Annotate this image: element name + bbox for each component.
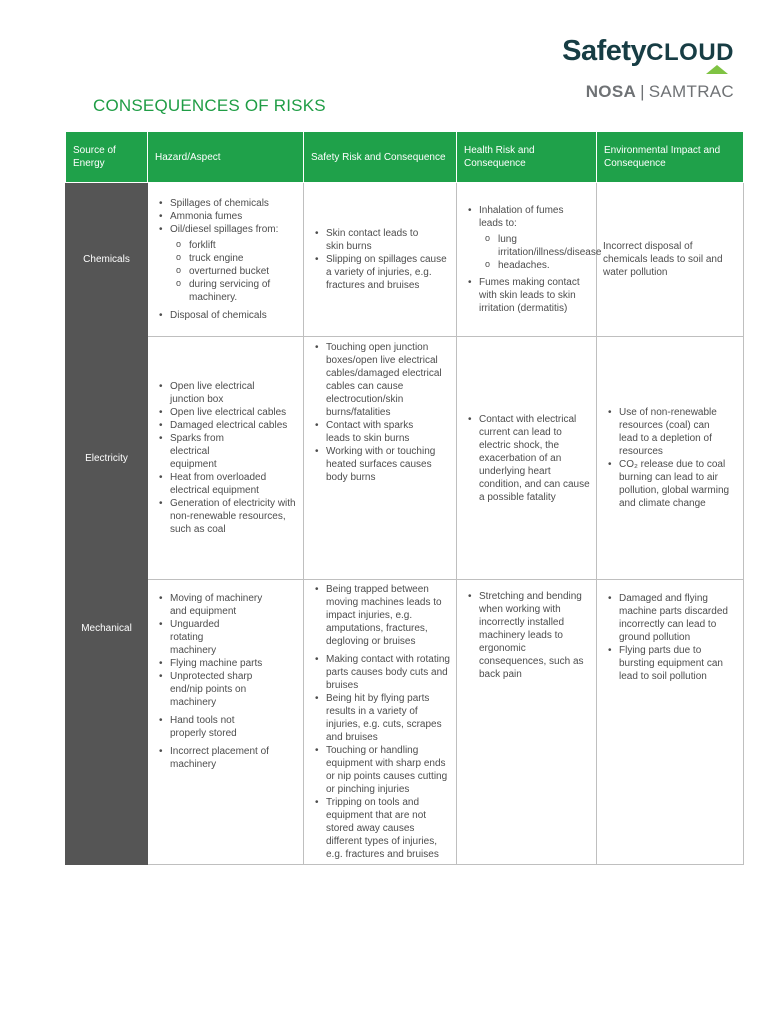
environment-cell bbox=[597, 337, 744, 580]
logo-partners: NOSA | SAMTRAC bbox=[585, 82, 734, 101]
list-item: • Inhalation of fumes leads to: o lung irritation/illness/disease o headaches. bbox=[479, 204, 590, 272]
list-item: • Making contact with rotating parts causes body cuts and bruises bbox=[326, 653, 450, 692]
list-item: • Generation of electricity with non-renewable resources, such as coal bbox=[170, 497, 297, 536]
list-item: • Ammonia fumes bbox=[170, 210, 297, 223]
logo-wordmark: SafetyCLOUD bbox=[562, 35, 734, 67]
list-item: • Touching open junction boxes/open live electrical cables/damaged electrical cables can cause electrocution/skin burns/fatalities bbox=[326, 341, 450, 419]
list-item: • Contact with sparks leads to skin burns bbox=[326, 419, 422, 445]
list-item: • Skin contact leads to skin burns bbox=[326, 227, 422, 253]
list-item: • Being hit by flying parts results in a variety of injuries, e.g. cuts, scrapes and bruises bbox=[326, 692, 450, 744]
list-item: • Heat from overloaded electrical equipment bbox=[170, 471, 274, 497]
header-safety: Safety Risk and Consequence bbox=[304, 132, 457, 183]
list-item: • Open live electrical cables bbox=[170, 406, 297, 419]
list-item: • Stretching and bending when working with incorrectly installed machinery leads to ergonomic consequences, such as back pain bbox=[479, 590, 590, 681]
consequences-table bbox=[65, 131, 744, 865]
sub-list-item: o lung irritation/illness/disease bbox=[498, 233, 590, 259]
safety-cell bbox=[304, 337, 457, 580]
list-item: • Damaged electrical cables bbox=[170, 419, 297, 432]
sub-list-item: o headaches. bbox=[498, 259, 590, 272]
list-item: • Flying parts due to bursting equipment can lead to soil pollution bbox=[619, 644, 737, 683]
list-item: • Hand tools not properly stored bbox=[170, 714, 254, 740]
list-item: • Touching or handling equipment with sharp ends or nip points causes cutting or pinching injuries bbox=[326, 744, 450, 796]
list-item: • Fumes making contact with skin leads to skin irritation (dermatitis) bbox=[479, 276, 590, 315]
health-cell bbox=[457, 337, 597, 580]
list-item: • Unguarded rotating machinery bbox=[170, 618, 228, 657]
hazard-cell bbox=[148, 183, 304, 337]
list-item: • Incorrect placement of machinery bbox=[170, 745, 297, 771]
sub-list-item: o overturned bucket bbox=[189, 265, 297, 278]
health-cell bbox=[457, 183, 602, 337]
table-row bbox=[66, 580, 744, 865]
list-item: • Being trapped between moving machines leads to impact injuries, e.g. amputations, fractures, degloving or bruises bbox=[326, 583, 450, 648]
health-cell bbox=[457, 580, 597, 865]
hazard-cell bbox=[148, 580, 304, 865]
list-item: • Contact with electrical current can lead to electric shock, the exacerbation of an underlying heart condition, and can cause a possible fatality bbox=[479, 413, 590, 504]
list-item: • CO₂ release due to coal burning can lead to air pollution, global warming and climate change bbox=[619, 458, 737, 510]
environment-cell: Incorrect disposal of chemicals leads to soil and water pollution bbox=[597, 183, 744, 337]
list-item: • Tripping on tools and equipment that are not stored away causes different types of injuries, e.g. fractures and bruises bbox=[326, 796, 450, 861]
list-item: • Slipping on spillages cause a variety of injuries, e.g. fractures and bruises bbox=[326, 253, 450, 292]
sub-list-item: o forklift bbox=[189, 239, 297, 252]
list-item: • Unprotected sharp end/nip points on machinery bbox=[170, 670, 266, 709]
list-item: • Open live electrical junction box bbox=[170, 380, 270, 406]
list-item: • Working with or touching heated surfaces causes body burns bbox=[326, 445, 450, 484]
table-row bbox=[66, 183, 744, 337]
header-hazard: Hazard/Aspect bbox=[148, 132, 304, 183]
header-health: Health Risk and Consequence bbox=[457, 132, 597, 183]
safety-cell bbox=[304, 580, 457, 865]
sub-list-item: o truck engine bbox=[189, 252, 297, 265]
logo-triangle-icon bbox=[706, 65, 728, 74]
table-header-row bbox=[66, 132, 744, 183]
list-item: • Flying machine parts bbox=[170, 657, 297, 670]
source-chemicals: Chemicals bbox=[66, 183, 148, 337]
safety-cell bbox=[304, 183, 457, 337]
header-environment: Environmental Impact and Consequence bbox=[597, 132, 744, 183]
list-item: • Moving of machinery and equipment bbox=[170, 592, 274, 618]
list-item: • Oil/diesel spillages from: o forklift o truck engine o overturned bucket o during servicing of machinery. bbox=[170, 223, 297, 304]
source-electricity: Electricity bbox=[66, 337, 148, 580]
environment-cell bbox=[597, 580, 744, 865]
table-row bbox=[66, 337, 744, 580]
list-item: • Disposal of chemicals bbox=[170, 309, 297, 322]
header-source: Source of Energy bbox=[66, 132, 148, 183]
hazard-cell bbox=[148, 337, 304, 580]
page-title: CONSEQUENCES OF RISKS bbox=[93, 96, 326, 115]
list-item: • Damaged and flying machine parts discarded incorrectly can lead to ground pollution bbox=[619, 592, 737, 644]
list-item: • Use of non-renewable resources (coal) can lead to a depletion of resources bbox=[619, 406, 729, 458]
source-mechanical: Mechanical bbox=[66, 580, 148, 865]
list-item: • Spillages of chemicals bbox=[170, 197, 297, 210]
list-item: • Sparks from electrical equipment bbox=[170, 432, 240, 471]
sub-list-item: o during servicing of machinery. bbox=[189, 278, 271, 304]
